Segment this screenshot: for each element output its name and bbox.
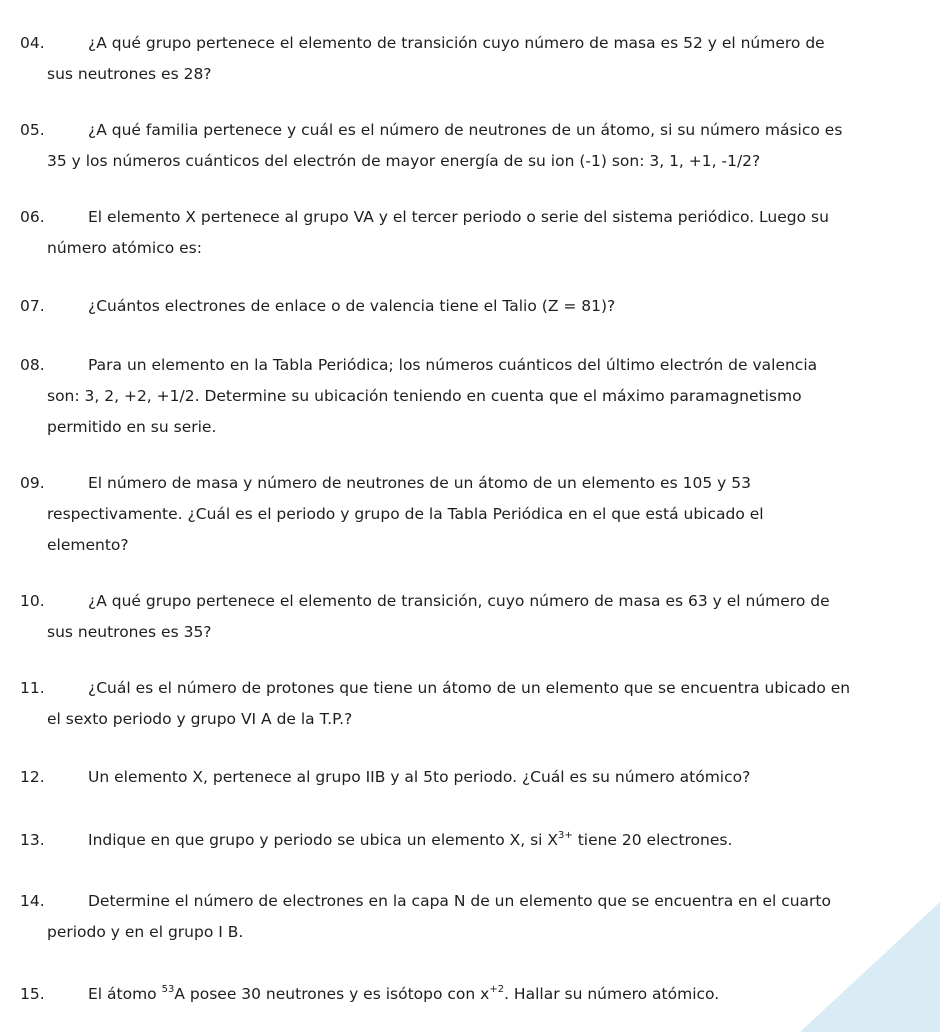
element-symbol: X	[547, 831, 559, 849]
question-number: 05.	[20, 121, 45, 139]
question-number: 12.	[20, 768, 45, 786]
question-07	[20, 291, 920, 322]
question-12	[20, 762, 920, 793]
question-number: 10.	[20, 592, 45, 610]
question-text-cont: el sexto periodo y grupo VI A de la T.P.?	[47, 710, 353, 728]
question-text: Para un elemento en la Tabla Periódica; los números cuánticos del último electrón de valencia	[88, 356, 818, 374]
question-text: Un elemento X, pertenece al grupo IIB y al 5to periodo. ¿Cuál es su número atómico?	[88, 768, 751, 786]
question-text-cont: son: 3, 2, +2, +1/2. Determine su ubicación teniendo en cuenta que el máximo paramagnetismo	[47, 387, 802, 405]
question-text-cont: permitido en su serie.	[47, 418, 217, 436]
question-text-cont: 35 y los números cuánticos del electrón de mayor energía de su ion (-1) son: 3, 1, +1, -1/2?	[47, 152, 761, 170]
ion-charge: 3+	[558, 829, 573, 841]
element-symbol-2: x	[480, 985, 490, 1003]
question-text: Indique en que grupo y periodo se ubica un elemento X, si	[88, 831, 548, 849]
question-13	[20, 825, 920, 856]
question-text: ¿A qué grupo pertenece el elemento de transición cuyo número de masa es 52 y el número de	[88, 34, 825, 52]
question-14	[20, 886, 920, 948]
mass-number: 53	[161, 983, 175, 995]
ion-charge: +2	[489, 983, 505, 995]
question-10	[20, 586, 920, 648]
question-text-cont: respectivamente. ¿Cuál es el periodo y grupo de la Tabla Periódica en el que está ubicado el	[47, 505, 764, 523]
question-text: ¿A qué grupo pertenece el elemento de transición, cuyo número de masa es 63 y el número de	[88, 592, 830, 610]
question-number: 09.	[20, 474, 45, 492]
question-number: 06.	[20, 208, 45, 226]
question-text: . Hallar su número atómico.	[504, 985, 720, 1003]
question-number: 13.	[20, 831, 45, 849]
question-text-cont: periodo y en el grupo I B.	[47, 923, 244, 941]
question-text-cont: número atómico es:	[47, 239, 202, 257]
question-number: 15.	[20, 985, 45, 1003]
question-06	[20, 202, 920, 264]
question-text: ¿Cuántos electrones de enlace o de valencia tiene el Talio (Z = 81)?	[88, 297, 616, 315]
question-text: Determine el número de electrones en la capa N de un elemento que se encuentra en el cuarto	[88, 892, 831, 910]
question-number: 04.	[20, 34, 45, 52]
question-08	[20, 350, 920, 443]
question-number: 14.	[20, 892, 45, 910]
question-text-cont: sus neutrones es 28?	[47, 65, 212, 83]
question-text: ¿A qué familia pertenece y cuál es el número de neutrones de un átomo, si su número másico es	[88, 121, 843, 139]
question-text: El número de masa y número de neutrones de un átomo de un elemento es 105 y 53	[88, 474, 751, 492]
question-04	[20, 28, 920, 90]
question-number: 07.	[20, 297, 45, 315]
question-11	[20, 673, 920, 735]
question-15	[20, 979, 920, 1010]
question-text: El elemento X pertenece al grupo VA y el tercer periodo o serie del sistema periódico. Luego su	[88, 208, 829, 226]
question-text: posee 30 neutrones y es isótopo con	[184, 985, 481, 1003]
question-text: ¿Cuál es el número de protones que tiene un átomo de un elemento que se encuentra ubicado en	[88, 679, 851, 697]
question-text: tiene 20 electrones.	[572, 831, 733, 849]
question-09	[20, 468, 920, 561]
question-text: El átomo	[88, 985, 162, 1003]
question-number: 08.	[20, 356, 45, 374]
question-number: 11.	[20, 679, 45, 697]
question-text-cont: elemento?	[47, 536, 129, 554]
question-05	[20, 115, 920, 177]
question-text-cont: sus neutrones es 35?	[47, 623, 212, 641]
element-symbol: A	[174, 985, 185, 1003]
